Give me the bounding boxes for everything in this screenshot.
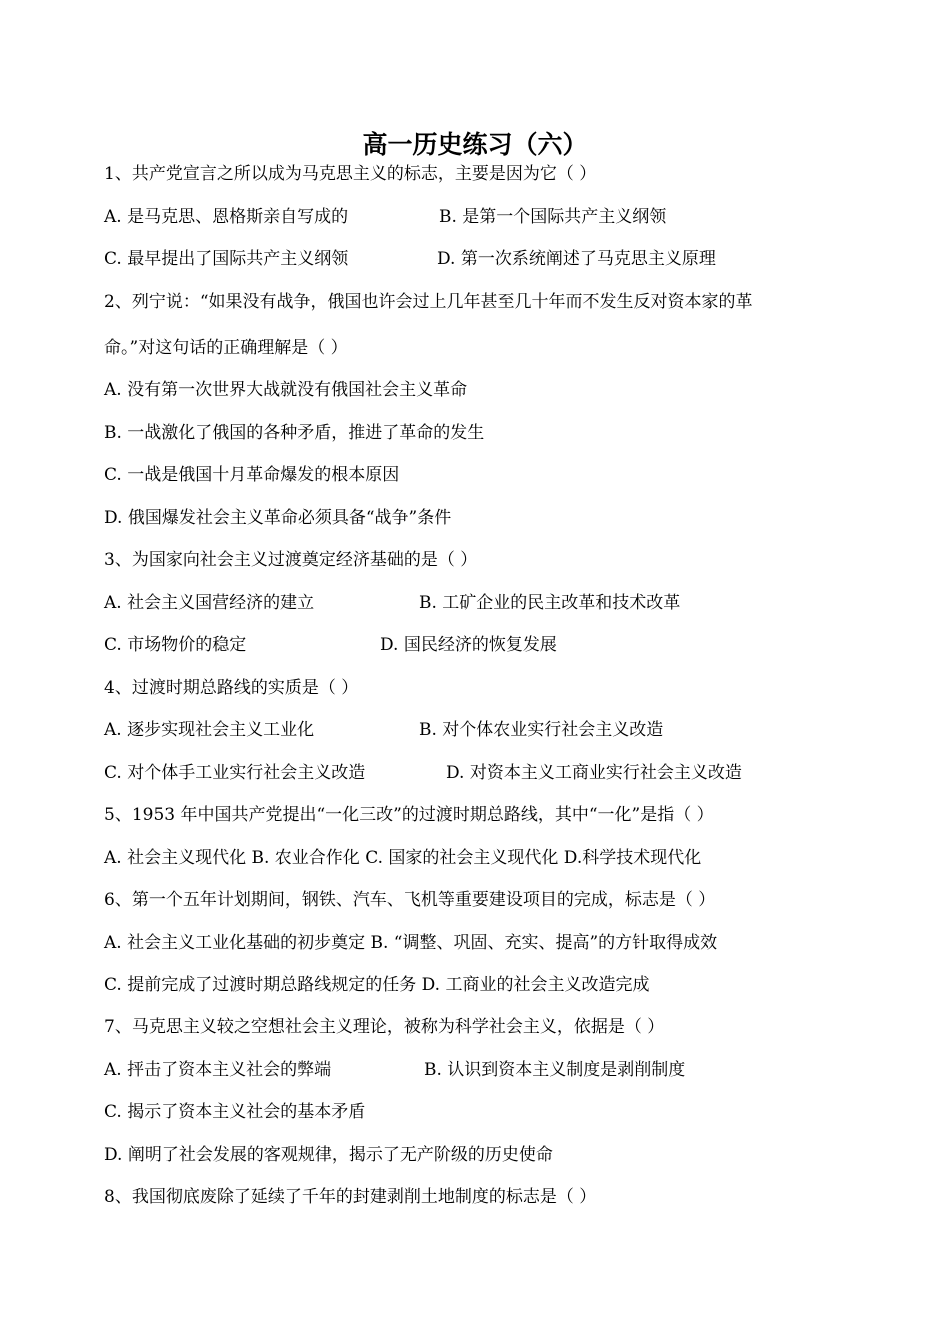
question-2-line-2: 命。”对这句话的正确理解是（ ） [104, 338, 348, 358]
q7-option-a: A. 抨击了资本主义社会的弊端 [104, 1060, 332, 1080]
q3-option-b: B. 工矿企业的民主改革和技术改革 [419, 593, 681, 613]
q4-option-c: C. 对个体手工业实行社会主义改造 [104, 763, 366, 783]
q1-option-a: A. 是马克思、恩格斯亲自写成的 [104, 207, 349, 227]
q3-option-a: A. 社会主义国营经济的建立 [104, 593, 315, 613]
page-title: 高一历史练习（六） [362, 130, 588, 159]
q2-option-b: B. 一战激化了俄国的各种矛盾，推进了革命的发生 [104, 423, 485, 443]
q3-option-d: D. 国民经济的恢复发展 [380, 635, 557, 655]
q2-option-a: A. 没有第一次世界大战就没有俄国社会主义革命 [104, 380, 468, 400]
q4-option-d: D. 对资本主义工商业实行社会主义改造 [446, 763, 742, 783]
q1-option-b: B. 是第一个国际共产主义纲领 [439, 207, 667, 227]
question-5: 5、1953 年中国共产党提出“一化三改”的过渡时期总路线，其中“一化”是指（ ） [104, 805, 714, 825]
q2-option-c: C. 一战是俄国十月革命爆发的根本原因 [104, 465, 400, 485]
question-2-line-1: 2、列宁说：“如果没有战争，俄国也许会过上几年甚至几十年而不发生反对资本家的革 [104, 292, 753, 312]
question-1: 1、共产党宣言之所以成为马克思主义的标志，主要是因为它（ ） [104, 164, 597, 184]
q2-option-d: D. 俄国爆发社会主义革命必须具备“战争”条件 [104, 508, 452, 528]
question-6: 6、第一个五年计划期间，钢铁、汽车、飞机等重要建设项目的完成，标志是（ ） [104, 890, 716, 910]
q1-option-d: D. 第一次系统阐述了马克思主义原理 [437, 249, 716, 269]
q4-option-b: B. 对个体农业实行社会主义改造 [419, 720, 664, 740]
question-3: 3、为国家向社会主义过渡奠定经济基础的是（ ） [104, 550, 478, 570]
q6-options-ab: A. 社会主义工业化基础的初步奠定 B. “调整、巩固、充实、提高”的方针取得成效 [104, 933, 718, 953]
q3-option-c: C. 市场物价的稳定 [104, 635, 247, 655]
q7-option-b: B. 认识到资本主义制度是剥削制度 [424, 1060, 686, 1080]
q7-option-c: C. 揭示了资本主义社会的基本矛盾 [104, 1102, 366, 1122]
q6-options-cd: C. 提前完成了过渡时期总路线规定的任务 D. 工商业的社会主义改造完成 [104, 975, 650, 995]
q4-option-a: A. 逐步实现社会主义工业化 [104, 720, 315, 740]
question-7: 7、马克思主义较之空想社会主义理论，被称为科学社会主义，依据是（ ） [104, 1017, 665, 1037]
q1-option-c: C. 最早提出了国际共产主义纲领 [104, 249, 349, 269]
q5-options: A. 社会主义现代化 B. 农业合作化 C. 国家的社会主义现代化 D.科学技术现代化 [104, 848, 702, 868]
question-8: 8、我国彻底废除了延续了千年的封建剥削土地制度的标志是（ ） [104, 1187, 597, 1207]
question-4: 4、过渡时期总路线的实质是（ ） [104, 678, 359, 698]
q7-option-d: D. 阐明了社会发展的客观规律，揭示了无产阶级的历史使命 [104, 1145, 553, 1165]
